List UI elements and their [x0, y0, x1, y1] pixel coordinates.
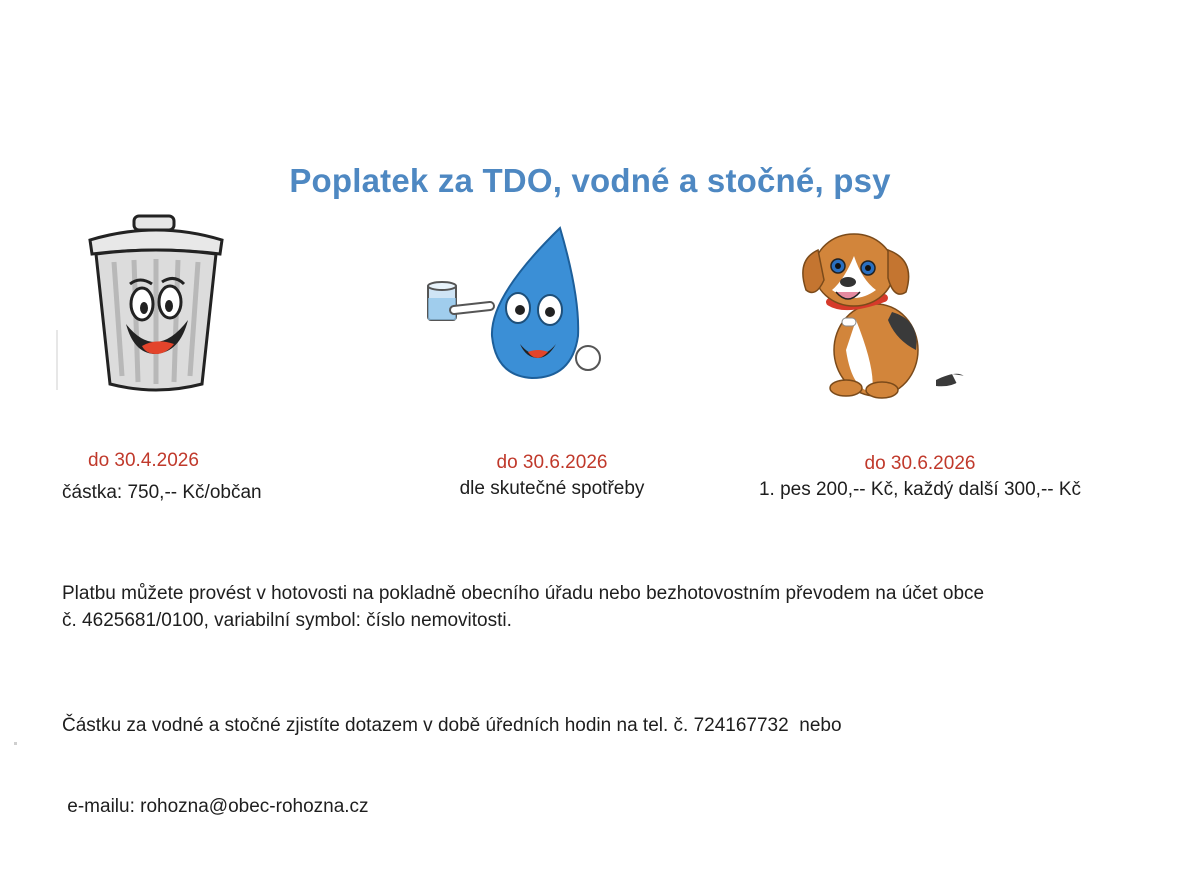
contact-info [62, 658, 842, 874]
scan-dot [14, 742, 17, 745]
trash-can-icon [86, 212, 226, 397]
column-water [452, 452, 652, 500]
trash-can-illustration [86, 212, 226, 402]
dog-icon [796, 220, 986, 410]
contact-line-2: e-mailu: rohozna@obec-rohozna.cz [62, 796, 369, 817]
payment-line-1: Platbu můžete provést v hotovosti na pokladně obecního úřadu nebo bezhotovostním převodem na účet obce [62, 583, 985, 604]
payment-line-2: č. 4625681/0100, variabilní symbol: číslo nemovitosti. [62, 610, 512, 631]
due-date: do 30.4.2026 [88, 450, 199, 471]
scan-mark [56, 330, 58, 390]
amount-text: dle skutečné spotřeby [459, 478, 645, 499]
amount-text: 1. pes 200,-- Kč, každý další 300,-- Kč [758, 479, 1082, 500]
page-title: Poplatek za TDO, vodné a stočné, psy [289, 162, 891, 199]
column-dogs [740, 453, 1100, 501]
water-drop-icon [420, 226, 620, 386]
amount-text: částka: 750,-- Kč/občan [62, 482, 262, 503]
due-date: do 30.6.2026 [496, 452, 608, 473]
dog-illustration [796, 220, 986, 415]
water-drop-illustration [420, 226, 620, 391]
column-tdo [88, 450, 199, 472]
due-date: do 30.6.2026 [864, 453, 976, 474]
column-tdo-amount-wrap [62, 478, 262, 504]
payment-info [62, 580, 984, 634]
contact-line-1: Částku za vodné a stočné zjistíte dotazem v době úředních hodin na tel. č. 724167732 nebo [62, 715, 842, 736]
